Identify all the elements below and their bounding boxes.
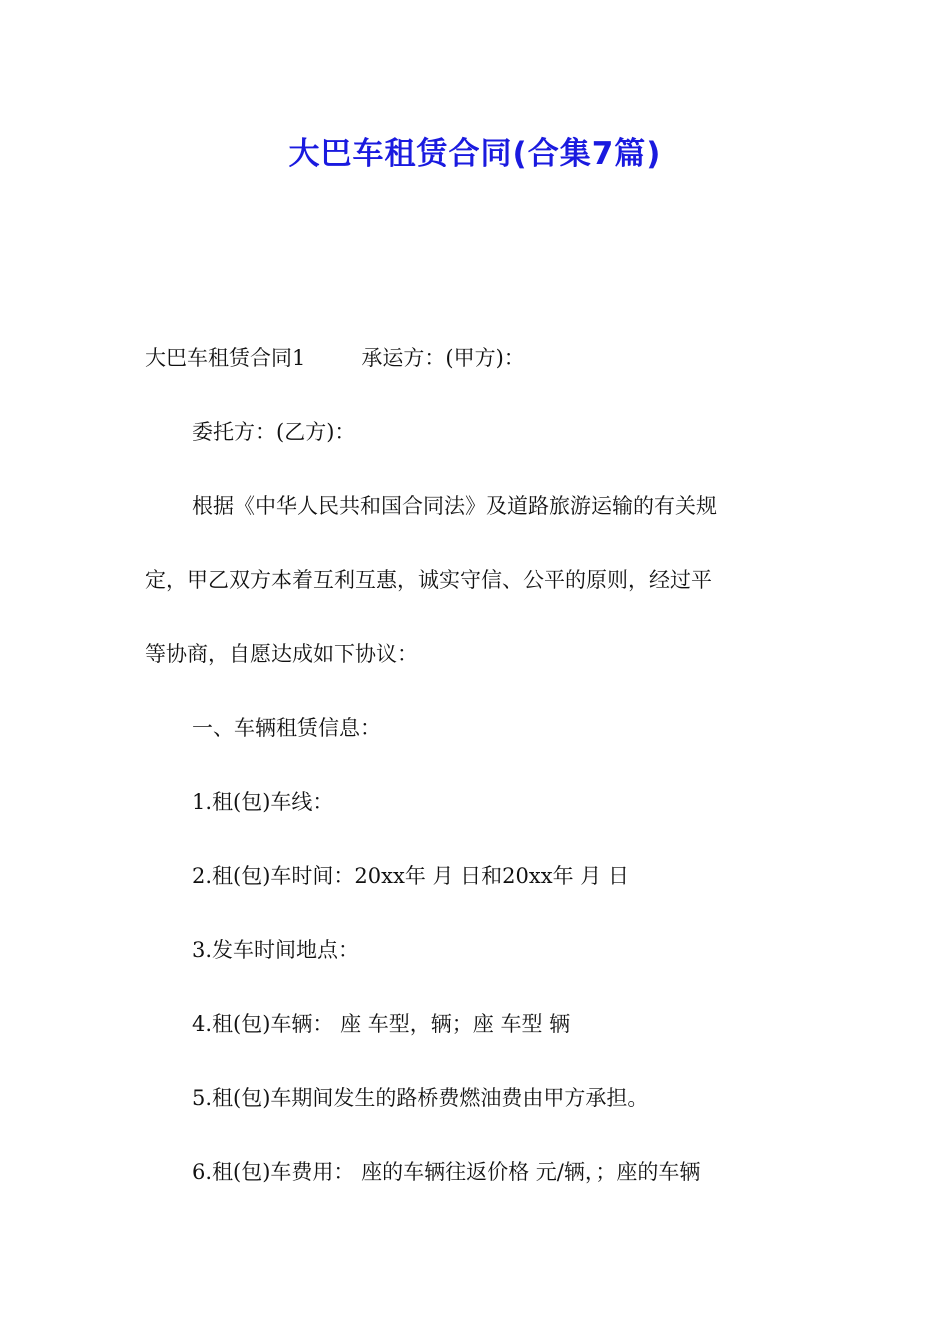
clause-2-time: 2.租(包)车时间：20xx年 月 日和20xx年 月 日 [192,864,629,888]
paragraph-preamble-line-3: 等协商，自愿达成如下协议： [145,642,418,666]
paragraph-preamble-line-1: 根据《中华人民共和国合同法》及道路旅游运输的有关规 [192,494,717,518]
paragraph-preamble-line-2: 定，甲乙双方本着互利互惠，诚实守信、公平的原则，经过平 [145,568,712,592]
carrier-party-label: 承运方：(甲方)： [361,346,525,370]
clause-6-cost: 6.租(包)车费用： 座的车辆往返价格 元/辆，；座的车辆 [192,1160,701,1184]
paragraph-contract-heading [145,340,807,414]
clause-5-fees: 5.租(包)车期间发生的路桥费燃油费由甲方承担。 [192,1086,649,1110]
document-body [145,340,807,1228]
paragraph-client-party: 委托方：(乙方)： [192,420,356,444]
clause-3-departure: 3.发车时间地点： [192,938,360,962]
contract-number-heading: 大巴车租赁合同1 [145,346,306,370]
clause-4-vehicles: 4.租(包)车辆： 座 车型，辆；座 车型 辆 [192,1012,571,1036]
clause-1-route: 1.租(包)车线： [192,790,334,814]
document-title: 大巴车租赁合同(合集7篇) [288,136,662,172]
section-heading-vehicle-info: 一、车辆租赁信息： [192,716,381,740]
